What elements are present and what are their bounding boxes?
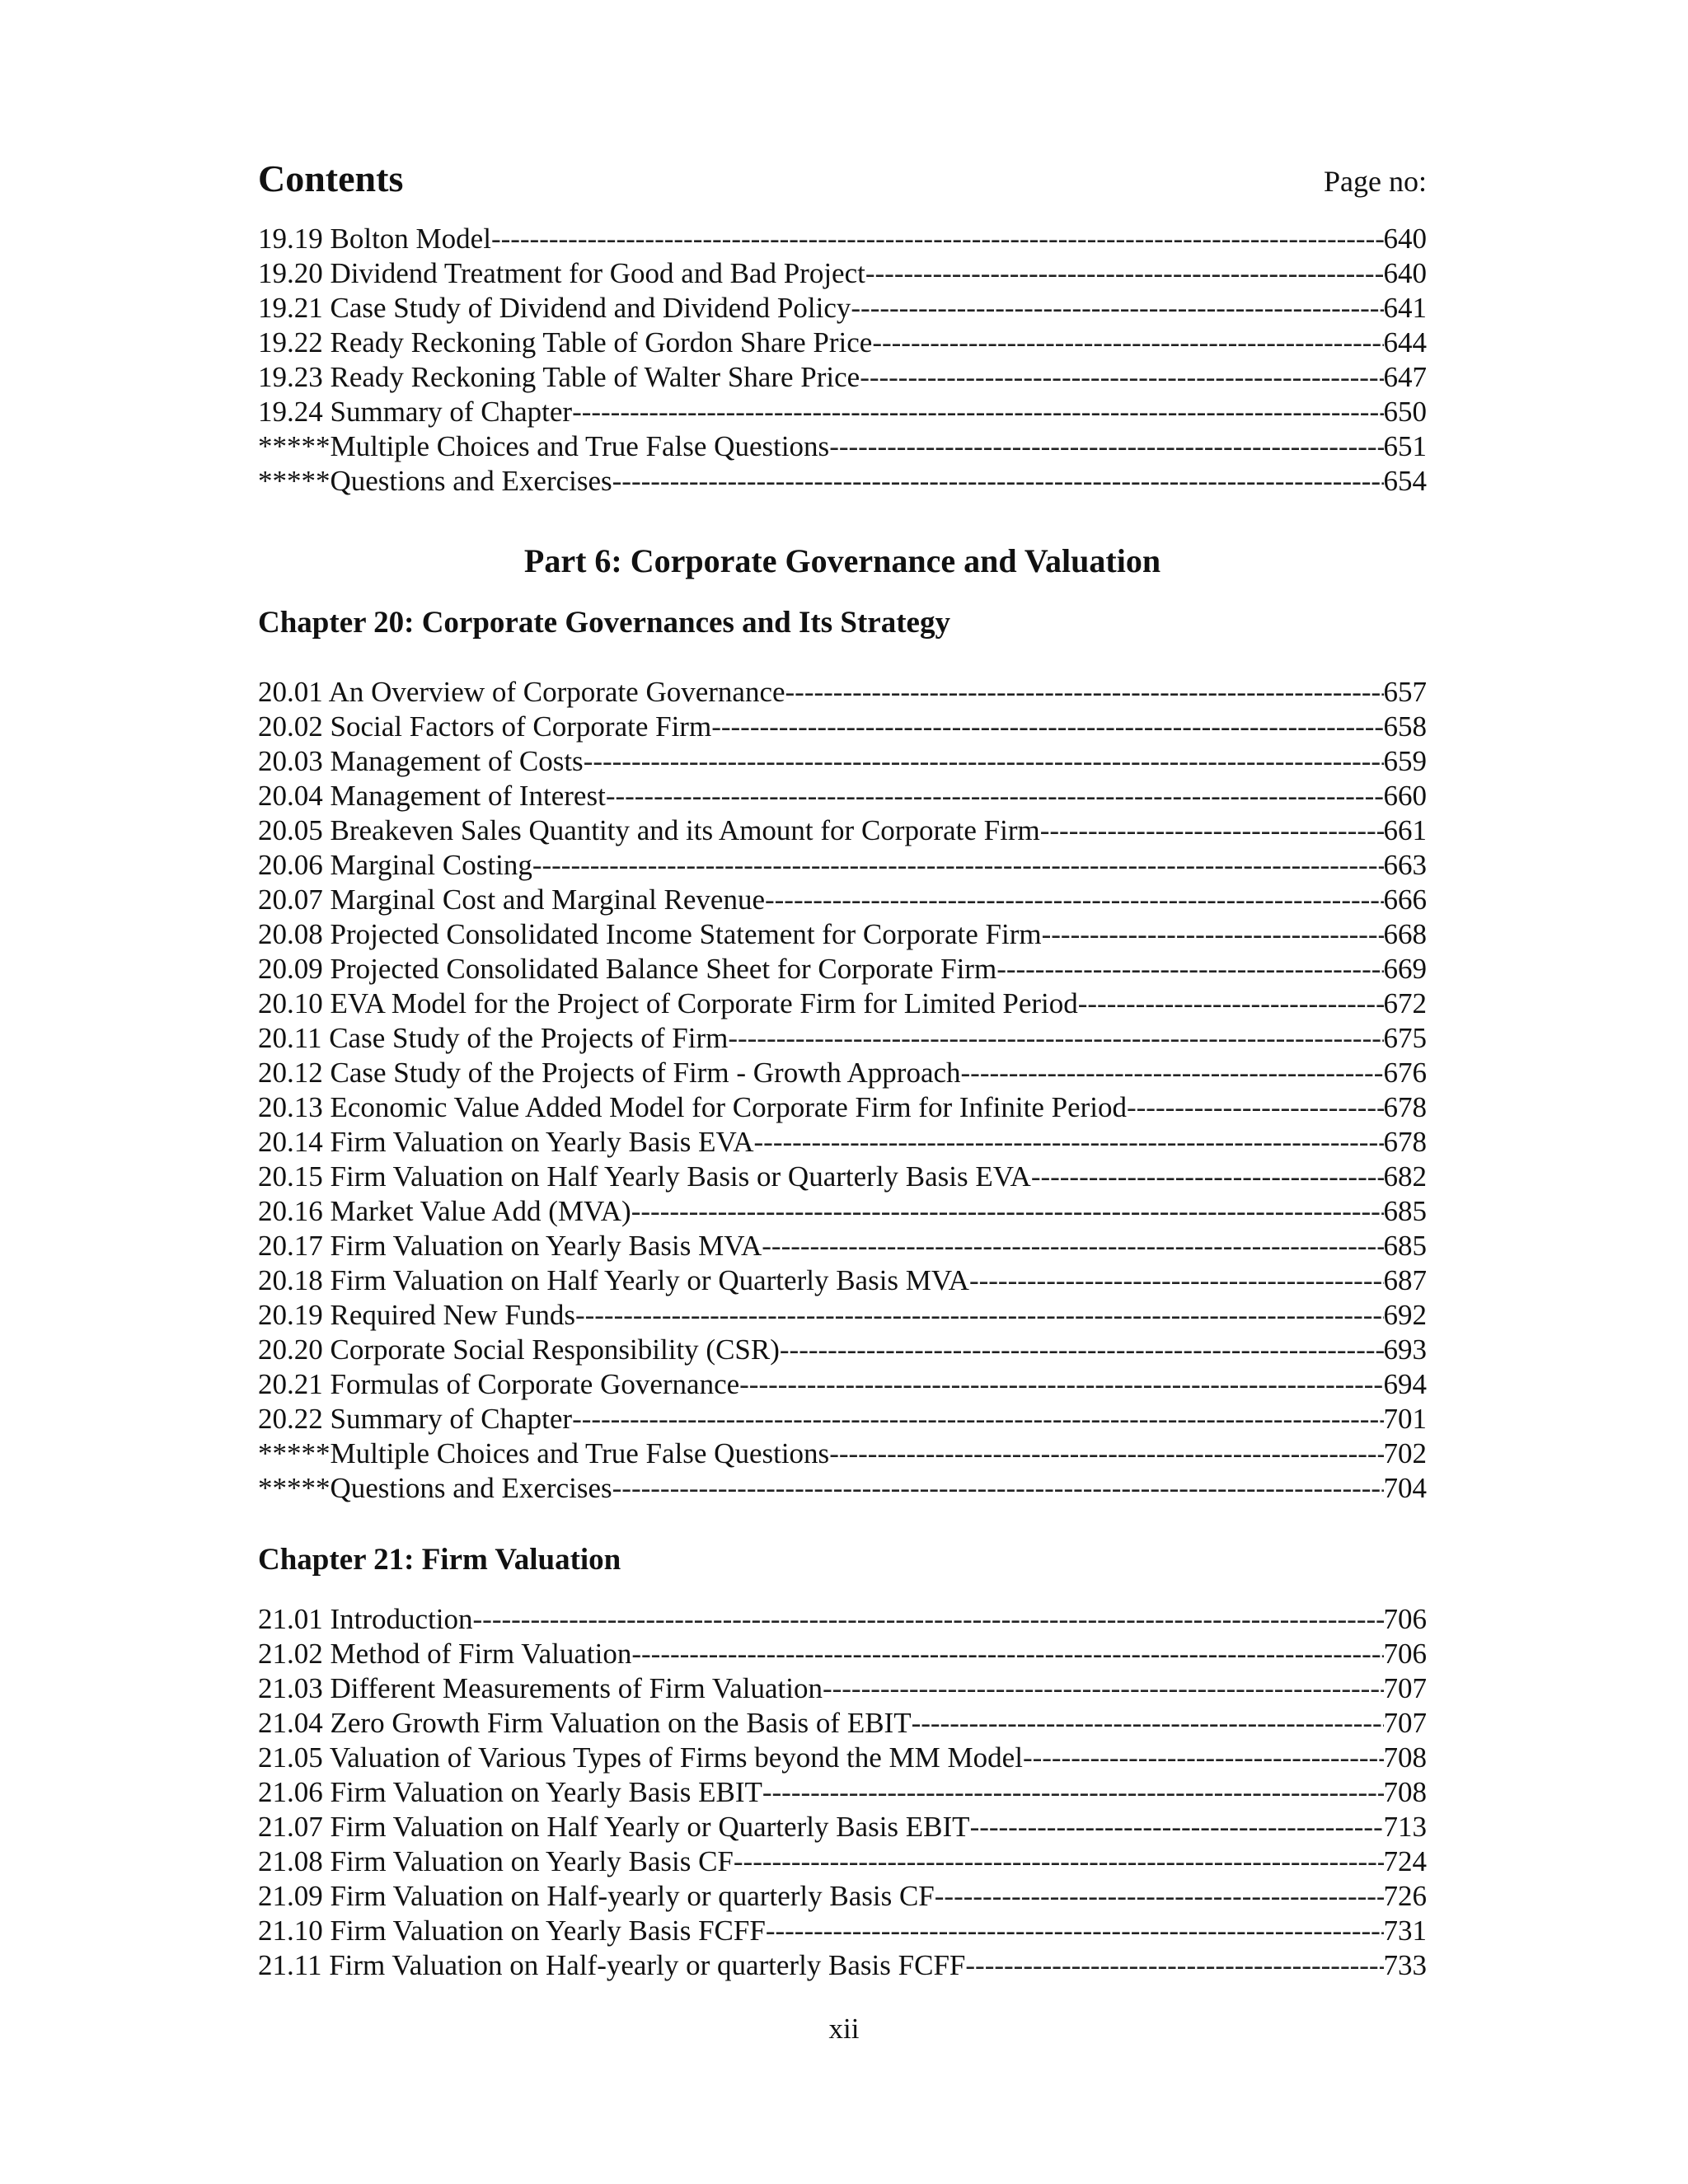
toc-entry-page: 654 (1383, 465, 1427, 497)
toc-entry (258, 1471, 1427, 1506)
toc-entry-page: 704 (1383, 1472, 1427, 1504)
toc-leader-dashes (739, 1367, 1383, 1402)
toc-leader-dashes (532, 848, 1384, 883)
toc-entry-page: 692 (1383, 1299, 1427, 1331)
toc-leader-dashes (851, 291, 1383, 326)
toc-entry (258, 1229, 1427, 1263)
toc-entry (258, 779, 1427, 813)
page-number-column-label: Page no: (1324, 165, 1427, 198)
toc-leader-dashes (969, 1263, 1384, 1298)
toc-list-chapter-19 (258, 222, 1427, 499)
toc-leader-dashes (572, 1402, 1383, 1436)
toc-entry (258, 1914, 1427, 1948)
toc-entry (258, 1706, 1427, 1741)
toc-entry (258, 1602, 1427, 1637)
toc-entry-title: 20.12 Case Study of the Projects of Firm - Growth Approach (258, 1057, 961, 1089)
toc-entry (258, 952, 1427, 987)
toc-entry-title: 19.24 Summary of Chapter (258, 396, 573, 428)
toc-entry (258, 429, 1427, 464)
toc-entry-title: 21.06 Firm Valuation on Yearly Basis EBIT (258, 1776, 762, 1808)
toc-leader-dashes (1023, 1741, 1384, 1775)
toc-entry-title: 21.02 Method of Firm Valuation (258, 1638, 632, 1670)
toc-entry (258, 1160, 1427, 1194)
toc-entry-title: 21.09 Firm Valuation on Half-yearly or quarterly Basis CF (258, 1880, 935, 1912)
toc-entry-page: 708 (1383, 1776, 1427, 1808)
toc-entry (258, 1021, 1427, 1056)
toc-entry-page: 660 (1383, 780, 1427, 812)
toc-leader-dashes (734, 1844, 1384, 1879)
toc-entry-page: 702 (1383, 1437, 1427, 1469)
toc-entry (258, 1090, 1427, 1125)
toc-leader-dashes (762, 1229, 1383, 1263)
toc-entry-page: 676 (1383, 1057, 1427, 1089)
toc-leader-dashes (572, 395, 1383, 429)
toc-entry (258, 883, 1427, 917)
toc-entry (258, 1637, 1427, 1671)
toc-entry (258, 291, 1427, 326)
toc-entry-title: 21.10 Firm Valuation on Yearly Basis FCFF (258, 1915, 766, 1947)
toc-entry-page: 666 (1383, 883, 1427, 916)
toc-entry-title: 20.20 Corporate Social Responsibility (CSR) (258, 1333, 780, 1366)
toc-entry (258, 917, 1427, 952)
footer-page-number: xii (828, 2013, 860, 2045)
toc-entry (258, 675, 1427, 710)
toc-list-chapter-20 (258, 675, 1427, 1506)
toc-entry (258, 1844, 1427, 1879)
toc-leader-dashes (860, 360, 1383, 395)
toc-entry-title: 19.19 Bolton Model (258, 223, 491, 255)
toc-entry-page: 701 (1383, 1403, 1427, 1435)
toc-entry (258, 222, 1427, 256)
toc-leader-dashes (823, 1671, 1384, 1706)
toc-entry-page: 682 (1383, 1160, 1427, 1193)
toc-entry (258, 1194, 1427, 1229)
toc-entry-title: *****Questions and Exercises (258, 465, 612, 497)
toc-leader-dashes (575, 1298, 1384, 1333)
toc-entry (258, 326, 1427, 360)
toc-leader-dashes (584, 744, 1384, 779)
toc-entry-title: 21.01 Introduction (258, 1603, 473, 1635)
toc-entry-title: 20.16 Market Value Add (MVA) (258, 1195, 631, 1227)
toc-entry-page: 669 (1383, 953, 1427, 985)
toc-leader-dashes (612, 464, 1384, 499)
toc-entry-title: 20.05 Breakeven Sales Quantity and its Amount for Corporate Firm (258, 814, 1040, 846)
toc-entry-page: 675 (1383, 1022, 1427, 1054)
toc-leader-dashes (780, 1333, 1384, 1367)
toc-entry-title: 20.14 Firm Valuation on Yearly Basis EVA (258, 1126, 754, 1158)
toc-entry-title: 20.13 Economic Value Added Model for Corporate Firm for Infinite Period (258, 1091, 1127, 1123)
toc-leader-dashes (1040, 813, 1384, 848)
toc-entry-page: 640 (1383, 223, 1427, 255)
toc-leader-dashes (785, 675, 1384, 710)
toc-leader-dashes (912, 1706, 1384, 1741)
toc-entry-page: 708 (1383, 1741, 1427, 1774)
toc-entry-page: 641 (1383, 292, 1427, 324)
toc-entry (258, 1948, 1427, 1983)
toc-leader-dashes (762, 1775, 1384, 1810)
toc-leader-dashes (965, 1948, 1383, 1983)
toc-leader-dashes (711, 710, 1383, 744)
toc-entry-page: 661 (1383, 814, 1427, 846)
toc-entry (258, 1775, 1427, 1810)
toc-entry-page: 694 (1383, 1368, 1427, 1400)
toc-entry-page: 650 (1383, 396, 1427, 428)
toc-entry-page: 672 (1383, 987, 1427, 1019)
toc-entry-title: 20.02 Social Factors of Corporate Firm (258, 710, 712, 743)
toc-entry-page: 707 (1383, 1707, 1427, 1739)
toc-entry (258, 1056, 1427, 1090)
toc-entry-title: 20.03 Management of Costs (258, 745, 584, 777)
toc-header (258, 157, 1427, 200)
toc-leader-dashes (631, 1637, 1383, 1671)
toc-leader-dashes (872, 326, 1383, 360)
toc-leader-dashes (766, 1914, 1384, 1948)
toc-entry (258, 813, 1427, 848)
toc-entry (258, 395, 1427, 429)
toc-leader-dashes (606, 779, 1384, 813)
toc-entry-page: 685 (1383, 1195, 1427, 1227)
toc-entry-page: 687 (1383, 1264, 1427, 1296)
toc-entry-title: 20.01 An Overview of Corporate Governance (258, 676, 785, 708)
toc-entry-page: 658 (1383, 710, 1427, 743)
toc-entry-page: 678 (1383, 1126, 1427, 1158)
toc-entry (258, 1671, 1427, 1706)
toc-entry-page: 644 (1383, 326, 1427, 359)
toc-entry-page: 726 (1383, 1880, 1427, 1912)
toc-leader-dashes (1031, 1160, 1384, 1194)
toc-page (258, 157, 1427, 1983)
toc-leader-dashes (996, 952, 1383, 987)
toc-entry (258, 1879, 1427, 1914)
toc-entry-title: 20.22 Summary of Chapter (258, 1403, 573, 1435)
toc-entry-page: 707 (1383, 1672, 1427, 1704)
toc-entry-page: 663 (1383, 849, 1427, 881)
toc-entry-title: 21.04 Zero Growth Firm Valuation on the Basis of EBIT (258, 1707, 912, 1739)
toc-entry (258, 1125, 1427, 1160)
toc-entry-title: 19.21 Case Study of Dividend and Dividend Policy (258, 292, 851, 324)
toc-entry (258, 744, 1427, 779)
toc-entry (258, 1263, 1427, 1298)
toc-entry-page: 647 (1383, 361, 1427, 393)
toc-entry (258, 1810, 1427, 1844)
toc-leader-dashes (491, 222, 1384, 256)
toc-leader-dashes (1078, 987, 1384, 1021)
toc-entry-page: 724 (1383, 1845, 1427, 1877)
toc-leader-dashes (961, 1056, 1384, 1090)
toc-leader-dashes (631, 1194, 1384, 1229)
toc-entry (258, 1298, 1427, 1333)
toc-entry-title: 19.22 Ready Reckoning Table of Gordon Share Price (258, 326, 873, 359)
toc-leader-dashes (754, 1125, 1384, 1160)
toc-entry-title: 20.07 Marginal Cost and Marginal Revenue (258, 883, 765, 916)
toc-entry-title: 20.09 Projected Consolidated Balance Sheet for Corporate Firm (258, 953, 997, 985)
toc-entry-title: 20.17 Firm Valuation on Yearly Basis MVA (258, 1230, 762, 1262)
toc-entry-title: *****Multiple Choices and True False Questions (258, 430, 830, 462)
toc-entry-page: 693 (1383, 1333, 1427, 1366)
chapter-heading-20: Chapter 20: Corporate Governances and Its Strategy (258, 606, 950, 640)
toc-entry (258, 256, 1427, 291)
toc-entry-title: 20.10 EVA Model for the Project of Corporate Firm for Limited Period (258, 987, 1078, 1019)
toc-entry-page: 685 (1383, 1230, 1427, 1262)
toc-entry-page: 659 (1383, 745, 1427, 777)
toc-entry (258, 848, 1427, 883)
toc-entry-page: 706 (1383, 1638, 1427, 1670)
toc-leader-dashes (970, 1810, 1384, 1844)
toc-entry-title: 20.21 Formulas of Corporate Governance (258, 1368, 740, 1400)
toc-entry-title: 19.23 Ready Reckoning Table of Walter Share Price (258, 361, 860, 393)
toc-entry-title: *****Multiple Choices and True False Questions (258, 1437, 830, 1469)
toc-entry (258, 987, 1427, 1021)
toc-entry-page: 731 (1383, 1915, 1427, 1947)
toc-entry-page: 668 (1383, 918, 1427, 950)
toc-entry-title: 21.07 Firm Valuation on Half Yearly or Quarterly Basis EBIT (258, 1811, 970, 1843)
toc-entry-page: 733 (1383, 1949, 1427, 1981)
toc-leader-dashes (829, 429, 1383, 464)
toc-entry-page: 657 (1383, 676, 1427, 708)
toc-entry-title: 21.05 Valuation of Various Types of Firms beyond the MM Model (258, 1741, 1023, 1774)
toc-entry-title: 21.08 Firm Valuation on Yearly Basis CF (258, 1845, 734, 1877)
chapter-heading-21: Chapter 21: Firm Valuation (258, 1543, 621, 1577)
toc-entry-title: 20.18 Firm Valuation on Half Yearly or Quarterly Basis MVA (258, 1264, 969, 1296)
part-heading: Part 6: Corporate Governance and Valuation (523, 542, 1161, 579)
toc-entry (258, 1333, 1427, 1367)
toc-entry (258, 1741, 1427, 1775)
toc-entry-title: 20.04 Management of Interest (258, 780, 606, 812)
toc-entry (258, 710, 1427, 744)
toc-leader-dashes (473, 1602, 1384, 1637)
toc-list-chapter-21 (258, 1602, 1427, 1983)
toc-entry (258, 1402, 1427, 1436)
toc-leader-dashes (935, 1879, 1384, 1914)
toc-leader-dashes (829, 1436, 1383, 1471)
toc-leader-dashes (612, 1471, 1384, 1506)
toc-entry-title: 20.19 Required New Funds (258, 1299, 575, 1331)
toc-entry (258, 360, 1427, 395)
toc-leader-dashes (865, 256, 1384, 291)
toc-entry-title: 20.06 Marginal Costing (258, 849, 532, 881)
toc-leader-dashes (728, 1021, 1383, 1056)
toc-entry-page: 713 (1383, 1811, 1427, 1843)
toc-leader-dashes (1042, 917, 1384, 952)
toc-entry-title: 20.08 Projected Consolidated Income Statement for Corporate Firm (258, 918, 1042, 950)
toc-entry-title: *****Questions and Exercises (258, 1472, 612, 1504)
toc-entry-title: 21.03 Different Measurements of Firm Valuation (258, 1672, 823, 1704)
toc-entry-title: 20.11 Case Study of the Projects of Firm (258, 1022, 729, 1054)
toc-entry-page: 706 (1383, 1603, 1427, 1635)
toc-entry-title: 20.15 Firm Valuation on Half Yearly Basis or Quarterly Basis EVA (258, 1160, 1031, 1193)
toc-leader-dashes (765, 883, 1384, 917)
toc-entry-page: 651 (1383, 430, 1427, 462)
toc-entry-page: 678 (1383, 1091, 1427, 1123)
page-title: Contents (258, 157, 404, 199)
toc-entry-title: 19.20 Dividend Treatment for Good and Bad Project (258, 257, 865, 289)
toc-entry (258, 1436, 1427, 1471)
toc-entry-page: 640 (1383, 257, 1427, 289)
toc-entry-title: 21.11 Firm Valuation on Half-yearly or quarterly Basis FCFF (258, 1949, 966, 1981)
toc-entry (258, 1367, 1427, 1402)
toc-entry (258, 464, 1427, 499)
toc-leader-dashes (1127, 1090, 1384, 1125)
